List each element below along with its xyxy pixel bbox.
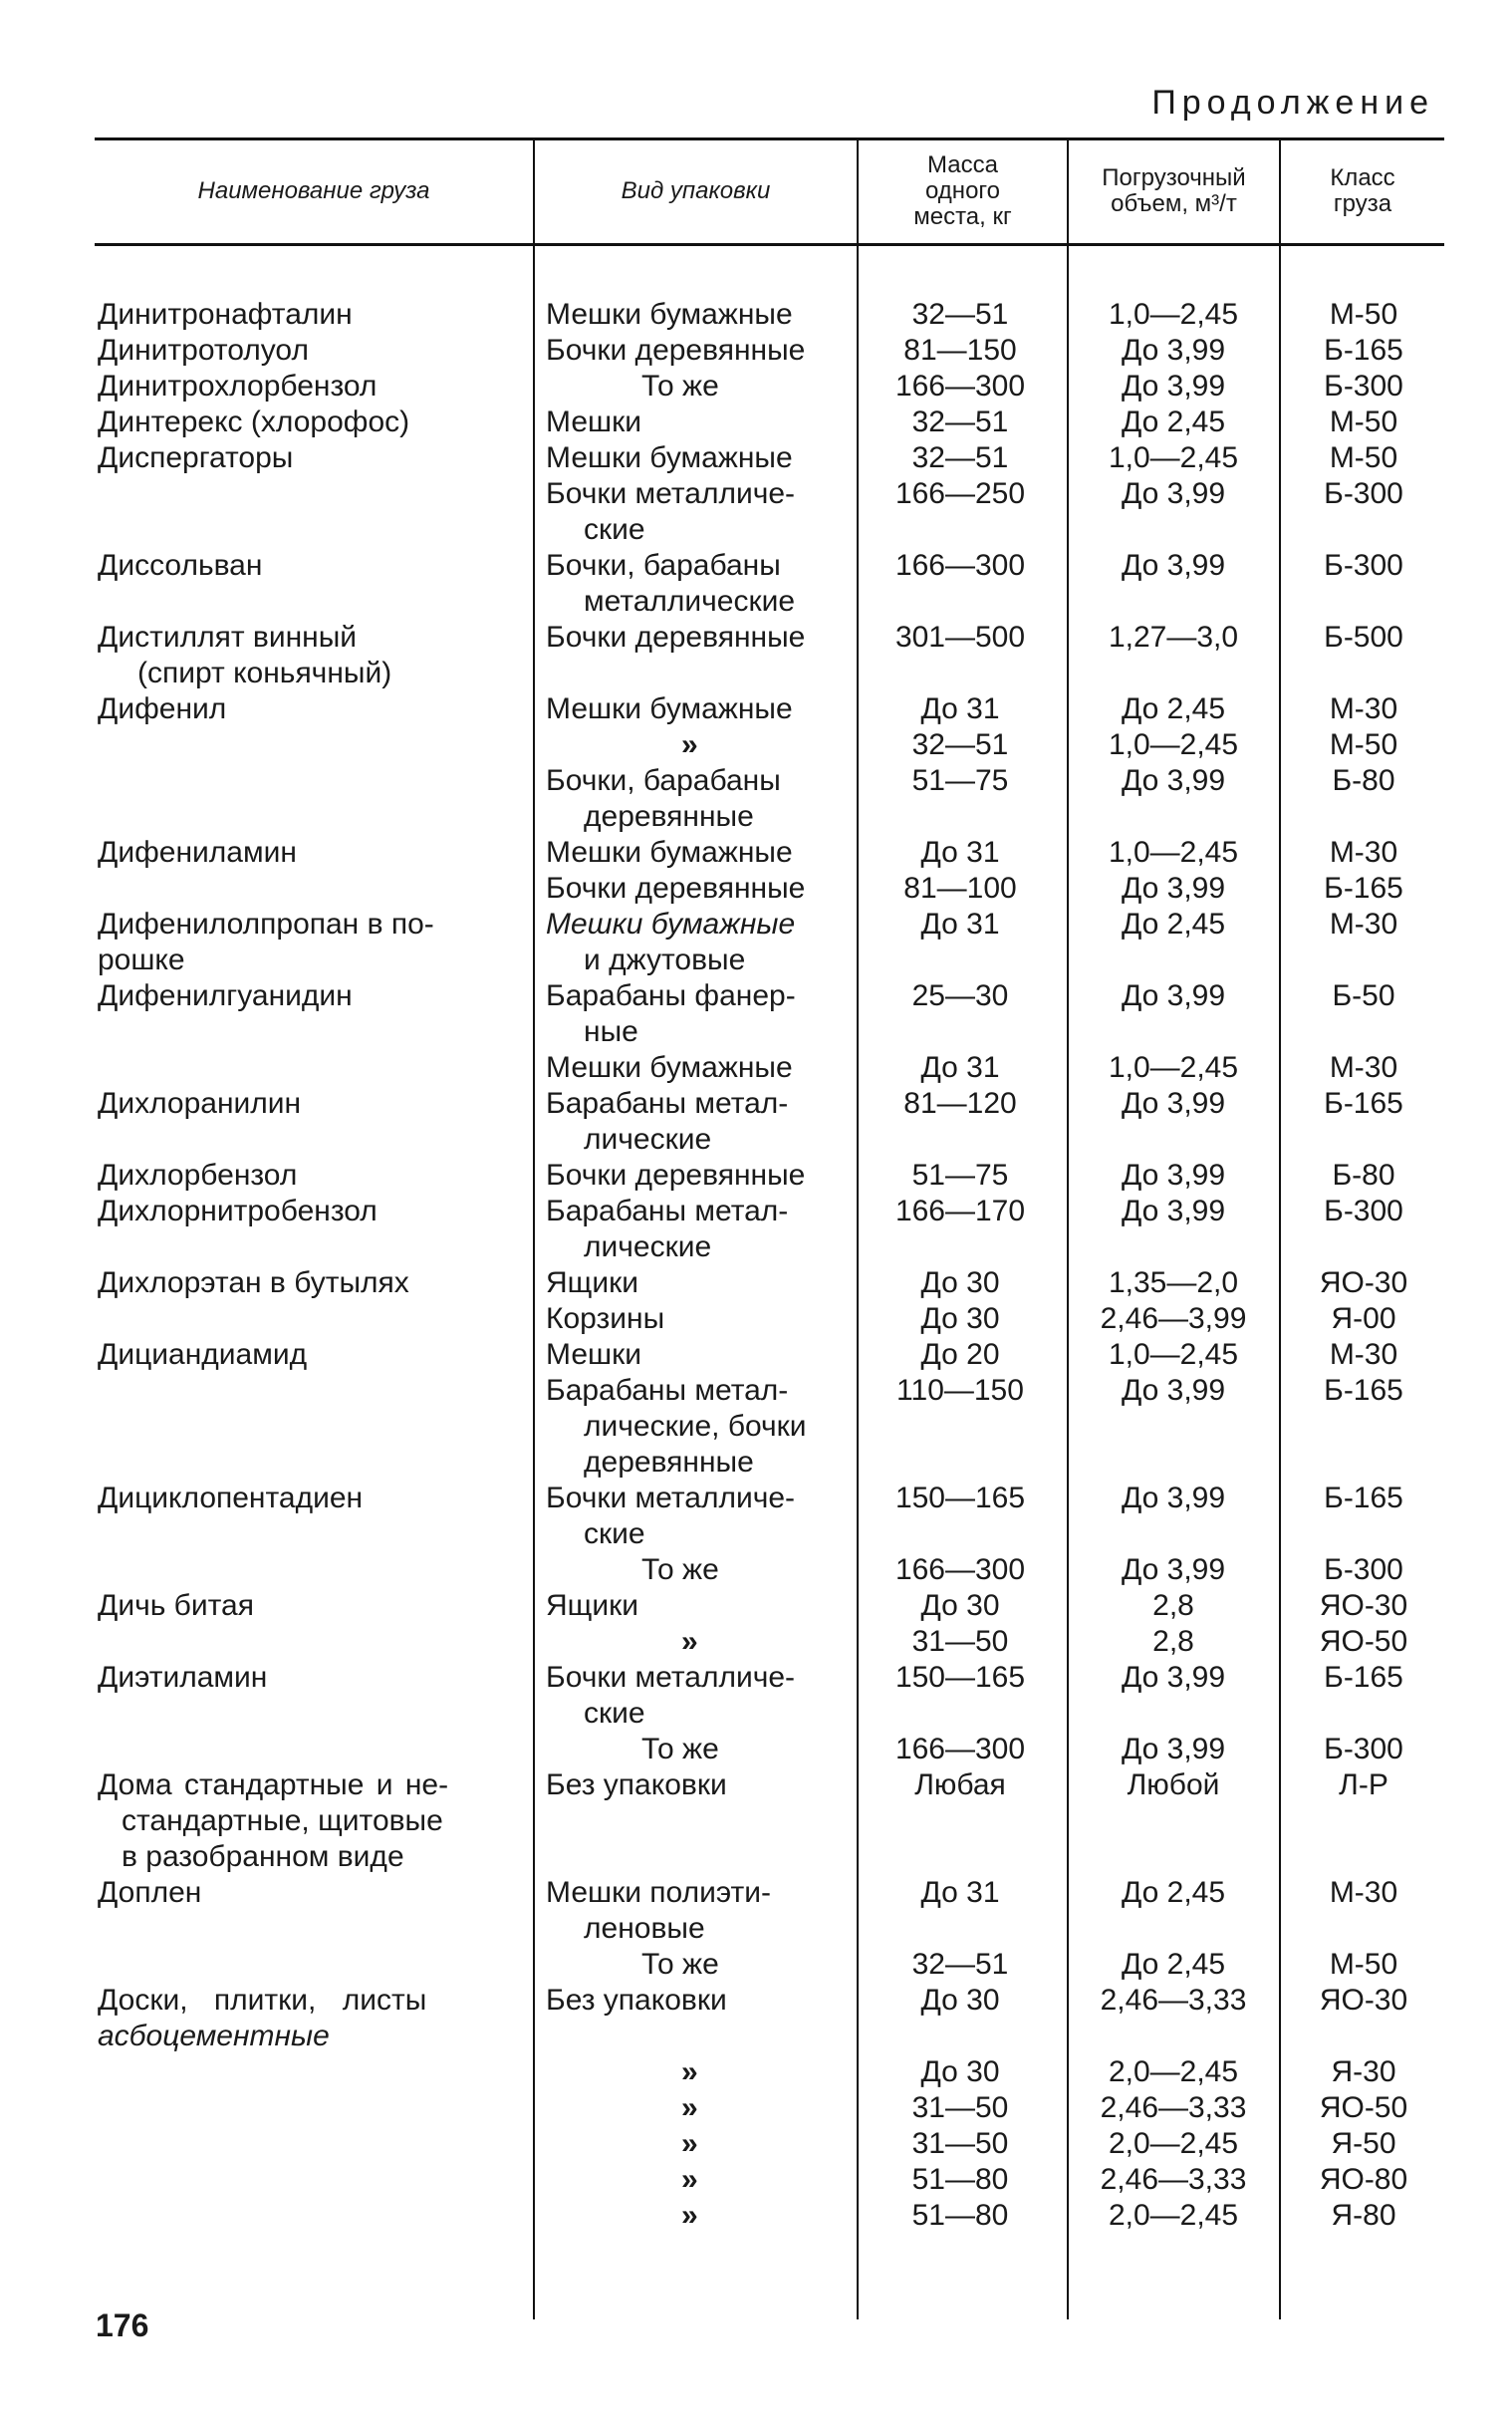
loading-volume: 2,46—3,33 [1100, 2163, 1247, 2196]
packaging-line: ные [584, 1015, 638, 1048]
cargo-name-line: Динтерекс (хлорофос) [98, 406, 410, 438]
packaging-line: То же [641, 370, 719, 403]
packaging [546, 1552, 855, 1588]
cargo-name [98, 978, 516, 1014]
unit-mass: Любая [914, 1768, 1006, 1801]
loading-volume: 2,0—2,45 [1108, 2199, 1239, 2232]
packaging-line: ские [584, 1697, 645, 1730]
cargo-name [98, 1337, 516, 1373]
packaging-line: » [681, 2199, 698, 2232]
packaging-line: Ящики [546, 1589, 638, 1622]
unit-mass: 166—250 [894, 477, 1026, 510]
cargo-class: Я-80 [1331, 2199, 1396, 2232]
cargo-name-line: Дихлорбензол [98, 1159, 298, 1192]
loading-volume: До 2,45 [1121, 908, 1226, 941]
packaging-line: » [681, 2163, 698, 2196]
unit-mass: 51—75 [911, 764, 1009, 797]
packaging [546, 1481, 855, 1552]
cargo-class: ЯО-30 [1319, 1266, 1408, 1299]
unit-mass: 150—165 [894, 1482, 1026, 1514]
packaging-line: Мешки [546, 406, 641, 438]
cargo-name [98, 440, 516, 476]
cargo-name-line: Дистиллят винный [98, 621, 358, 654]
packaging-line: ские [584, 1517, 645, 1550]
packaging-line: леновые [584, 1912, 705, 1945]
cargo-name [98, 1660, 516, 1696]
cargo-class: Б-165 [1324, 1661, 1403, 1694]
unit-mass: 166—300 [894, 1553, 1026, 1586]
packaging [546, 1947, 855, 1983]
cargo-name [98, 1158, 516, 1194]
cargo-class: М-30 [1329, 836, 1398, 869]
cargo-name-line: Динитронафталин [98, 298, 353, 331]
packaging-line: » [681, 2127, 698, 2160]
loading-volume: До 3,99 [1121, 1159, 1226, 1192]
header-name: Наименование груза [197, 177, 430, 204]
loading-volume: 1,0—2,45 [1108, 728, 1239, 761]
packaging-line: » [681, 728, 698, 761]
packaging-line: То же [641, 1948, 719, 1981]
unit-mass: 51—80 [911, 2163, 1009, 2196]
cargo-name [98, 548, 516, 584]
packaging-line: Бочки деревянные [546, 1159, 806, 1192]
unit-mass: До 30 [920, 2055, 1000, 2088]
loading-volume: До 3,99 [1121, 764, 1226, 797]
cargo-class: ЯО-30 [1319, 1589, 1408, 1622]
unit-mass: До 31 [920, 1876, 1000, 1909]
cargo-name-line: Диэтиламин [98, 1661, 268, 1694]
cargo-class: Б-165 [1324, 1087, 1403, 1120]
loading-volume: 2,0—2,45 [1108, 2055, 1239, 2088]
cargo-class: Б-300 [1324, 549, 1403, 582]
cargo-name-line: Дифенилолпропан в по- [98, 908, 434, 941]
unit-mass: До 20 [920, 1338, 1000, 1371]
cargo-name-line: Дичь битая [98, 1589, 254, 1622]
packaging-line: Бочки металличе- [546, 1482, 796, 1514]
packaging-line: Без упаковки [546, 1984, 727, 2017]
cargo-name-line: Дифениламин [98, 836, 297, 869]
unit-mass: До 31 [920, 692, 1000, 725]
cargo-name-line: Дифенилгуанидин [98, 979, 353, 1012]
packaging [546, 1086, 855, 1158]
packaging [546, 297, 855, 333]
packaging-line: Мешки бумажные [546, 298, 793, 331]
loading-volume: Любой [1127, 1768, 1220, 1801]
packaging [546, 620, 855, 656]
loading-volume: До 3,99 [1121, 1087, 1226, 1120]
unit-mass: 166—300 [894, 549, 1026, 582]
unit-mass: 166—300 [894, 1733, 1026, 1765]
unit-mass: До 30 [920, 1984, 1000, 2017]
packaging-line: Корзины [546, 1302, 665, 1335]
cargo-name-line: Дихлорнитробензол [98, 1195, 378, 1227]
cargo-class: М-30 [1329, 1876, 1398, 1909]
cargo-name-line: Доплен [98, 1876, 202, 1909]
unit-mass: 31—50 [911, 2127, 1009, 2160]
cargo-class: Б-300 [1324, 1733, 1403, 1765]
packaging-line: металлические [584, 585, 796, 618]
loading-volume: 1,0—2,45 [1108, 1051, 1239, 1084]
cargo-name [98, 405, 516, 440]
packaging [546, 1767, 855, 1803]
unit-mass: 32—51 [911, 728, 1009, 761]
packaging-line: Мешки бумажные [546, 441, 793, 474]
cargo-name [98, 907, 516, 978]
packaging-line: ские [584, 513, 645, 546]
cargo-name [98, 1767, 516, 1875]
cargo-class: Б-300 [1324, 370, 1403, 403]
cargo-class: Б-165 [1324, 1374, 1403, 1407]
cargo-class: ЯО-80 [1319, 2163, 1408, 2196]
loading-volume: 2,46—3,33 [1100, 1984, 1247, 2017]
unit-mass: 301—500 [894, 621, 1026, 654]
loading-volume: До 3,99 [1121, 334, 1226, 367]
packaging [546, 1624, 855, 1660]
cargo-class: Я-30 [1331, 2055, 1396, 2088]
packaging [546, 369, 855, 405]
packaging [546, 691, 855, 727]
cargo-class: Б-80 [1332, 1159, 1395, 1192]
cargo-name-line: Дифенил [98, 692, 227, 725]
header-class: Класс груза [1330, 164, 1395, 217]
cargo-name-line: асбоцементные [98, 2020, 330, 2052]
cargo-name-line: (спирт коньячный) [137, 657, 392, 689]
packaging-line: Бочки металличе- [546, 1661, 796, 1694]
packaging-line: Бочки, барабаны [546, 764, 781, 797]
cargo-class: Б-165 [1324, 334, 1403, 367]
packaging-line: Мешки полиэти- [546, 1876, 771, 1909]
cargo-class: М-50 [1329, 728, 1398, 761]
packaging-line: лические [584, 1230, 712, 1263]
cargo-name-line: Дома стандартные и не- [98, 1768, 449, 1801]
packaging-line: Бочки, барабаны [546, 549, 781, 582]
packaging-line: Мешки бумажные [546, 908, 796, 941]
packaging-line: Барабаны фанер- [546, 979, 796, 1012]
unit-mass: До 31 [920, 836, 1000, 869]
cargo-name [98, 1588, 516, 1624]
packaging-line: » [681, 1625, 698, 1658]
cargo-class: М-50 [1329, 1948, 1398, 1981]
packaging [546, 2126, 855, 2162]
cargo-class: Л-Р [1339, 1768, 1388, 1801]
cargo-class: Б-50 [1332, 979, 1395, 1012]
loading-volume: До 3,99 [1121, 549, 1226, 582]
packaging-line: Бочки деревянные [546, 621, 806, 654]
loading-volume: До 3,99 [1121, 477, 1226, 510]
continuation-label: Продолжение [1151, 84, 1434, 122]
packaging-line: Мешки бумажные [546, 836, 793, 869]
unit-mass: 32—51 [911, 406, 1009, 438]
unit-mass: До 30 [920, 1302, 1000, 1335]
packaging-line: Без упаковки [546, 1768, 727, 1801]
unit-mass: 110—150 [896, 1374, 1024, 1407]
packaging [546, 476, 855, 548]
unit-mass: 51—75 [911, 1159, 1009, 1192]
loading-volume: До 2,45 [1121, 406, 1226, 438]
packaging-line: деревянные [584, 1446, 754, 1479]
loading-volume: До 3,99 [1121, 1482, 1226, 1514]
loading-volume: 1,0—2,45 [1108, 298, 1239, 331]
cargo-name-line: Дихлоранилин [98, 1087, 302, 1120]
packaging-line: Мешки бумажные [546, 1051, 793, 1084]
cargo-name [98, 620, 516, 691]
packaging-line: Барабаны метал- [546, 1087, 789, 1120]
unit-mass: 166—300 [894, 370, 1026, 403]
unit-mass: 81—100 [903, 872, 1017, 905]
cargo-class: ЯО-50 [1319, 1625, 1408, 1658]
unit-mass: 81—120 [903, 1087, 1017, 1120]
packaging [546, 835, 855, 871]
loading-volume: 2,46—3,33 [1100, 2091, 1247, 2124]
unit-mass: До 30 [920, 1266, 1000, 1299]
loading-volume: До 2,45 [1121, 1948, 1226, 1981]
unit-mass: 51—80 [911, 2199, 1009, 2232]
loading-volume: 1,0—2,45 [1108, 836, 1239, 869]
loading-volume: До 3,99 [1121, 872, 1226, 905]
cargo-class: М-50 [1329, 298, 1398, 331]
cargo-class: Б-500 [1324, 621, 1403, 654]
loading-volume: До 3,99 [1121, 1661, 1226, 1694]
packaging-line: » [681, 2055, 698, 2088]
packaging-line: Барабаны метал- [546, 1195, 789, 1227]
cargo-class: Б-300 [1324, 477, 1403, 510]
cargo-class: М-50 [1329, 441, 1398, 474]
loading-volume: До 2,45 [1121, 692, 1226, 725]
packaging [546, 405, 855, 440]
loading-volume: 2,8 [1152, 1589, 1194, 1622]
packaging [546, 1660, 855, 1732]
cargo-name [98, 1265, 516, 1301]
packaging-line: Барабаны метал- [546, 1374, 789, 1407]
cargo-name-line: Динитрохлорбензол [98, 370, 378, 403]
packaging [546, 2198, 855, 2234]
header-pack: Вид упаковки [621, 177, 771, 204]
cargo-name-line: Диспергаторы [98, 441, 294, 474]
loading-volume: 2,46—3,99 [1100, 1302, 1247, 1335]
cargo-name [98, 691, 516, 727]
packaging [546, 440, 855, 476]
cargo-class: Я-00 [1331, 1302, 1396, 1335]
packaging [546, 1265, 855, 1301]
loading-volume: 2,0—2,45 [1108, 2127, 1239, 2160]
cargo-name [98, 835, 516, 871]
packaging [546, 1373, 855, 1481]
cargo-name [98, 297, 516, 333]
unit-mass: 150—165 [894, 1661, 1026, 1694]
cargo-name-line: в разобранном виде [122, 1840, 404, 1873]
cargo-name [98, 1983, 516, 2054]
cargo-class: Б-80 [1332, 764, 1395, 797]
cargo-class: М-30 [1329, 692, 1398, 725]
cargo-class: М-50 [1329, 406, 1398, 438]
unit-mass: 31—50 [911, 1625, 1009, 1658]
packaging-line: То же [641, 1553, 719, 1586]
packaging [546, 1588, 855, 1624]
cargo-name [98, 1194, 516, 1229]
packaging [546, 907, 855, 978]
cargo-name-line: Дициклопентадиен [98, 1482, 364, 1514]
cargo-class: ЯО-50 [1319, 2091, 1408, 2124]
cargo-name [98, 1875, 516, 1911]
loading-volume: До 3,99 [1121, 1195, 1226, 1227]
packaging [546, 1050, 855, 1086]
loading-volume: До 3,99 [1121, 979, 1226, 1012]
unit-mass: 32—51 [911, 1948, 1009, 1981]
loading-volume: До 3,99 [1121, 370, 1226, 403]
packaging [546, 1194, 855, 1265]
unit-mass: 31—50 [911, 2091, 1009, 2124]
loading-volume: 1,27—3,0 [1108, 621, 1239, 654]
cargo-class: Б-300 [1324, 1553, 1403, 1586]
cargo-name [98, 333, 516, 369]
packaging-line: Мешки [546, 1338, 641, 1371]
packaging [546, 2054, 855, 2090]
cargo-class: Б-300 [1324, 1195, 1403, 1227]
loading-volume: До 3,99 [1121, 1553, 1226, 1586]
packaging-line: лические [584, 1123, 712, 1156]
header-volume: Погрузочный объем, м³/т [1102, 164, 1246, 217]
packaging-line: Мешки бумажные [546, 692, 793, 725]
loading-volume: 1,0—2,45 [1108, 441, 1239, 474]
packaging [546, 1732, 855, 1767]
cargo-name-line: Диссольван [98, 549, 263, 582]
cargo-name [98, 369, 516, 405]
unit-mass: 81—150 [903, 334, 1017, 367]
packaging [546, 1337, 855, 1373]
cargo-name-line: Дициандиамид [98, 1338, 308, 1371]
packaging [546, 978, 855, 1050]
cargo-name-line: Дихлорэтан в бутылях [98, 1266, 409, 1299]
cargo-class: М-30 [1329, 1051, 1398, 1084]
unit-mass: 25—30 [911, 979, 1009, 1012]
loading-volume: До 2,45 [1121, 1876, 1226, 1909]
loading-volume: До 3,99 [1121, 1733, 1226, 1765]
cargo-name [98, 1086, 516, 1122]
packaging-line: Бочки деревянные [546, 334, 806, 367]
packaging-line: » [681, 2091, 698, 2124]
packaging [546, 1983, 855, 2019]
packaging [546, 2162, 855, 2198]
packaging [546, 763, 855, 835]
unit-mass: 32—51 [911, 298, 1009, 331]
cargo-class: ЯО-30 [1319, 1984, 1408, 2017]
cargo-class: Я-50 [1331, 2127, 1396, 2160]
page-number: 176 [96, 2307, 149, 2343]
cargo-name-line: Доски, плитки, листы [98, 1984, 427, 2017]
cargo-name [98, 1481, 516, 1516]
packaging-line: То же [641, 1733, 719, 1765]
unit-mass: До 31 [920, 1051, 1000, 1084]
header-mass: Масса одного места, кг [913, 151, 1012, 230]
packaging [546, 727, 855, 763]
packaging-line: и джутовые [584, 944, 746, 976]
packaging-line: Бочки металличе- [546, 477, 796, 510]
packaging-line: лические, бочки [584, 1410, 807, 1443]
unit-mass: До 31 [920, 908, 1000, 941]
loading-volume: 1,0—2,45 [1108, 1338, 1239, 1371]
loading-volume: До 3,99 [1121, 1374, 1226, 1407]
packaging [546, 1301, 855, 1337]
cargo-name-line: рошке [98, 944, 185, 976]
unit-mass: 166—170 [894, 1195, 1026, 1227]
packaging [546, 1158, 855, 1194]
packaging [546, 871, 855, 907]
packaging [546, 548, 855, 620]
cargo-name-line: стандартные, щитовые [122, 1804, 443, 1837]
packaging [546, 1875, 855, 1947]
packaging-line: Бочки деревянные [546, 872, 806, 905]
cargo-class: М-30 [1329, 1338, 1398, 1371]
cargo-class: М-30 [1329, 908, 1398, 941]
packaging [546, 333, 855, 369]
loading-volume: 1,35—2,0 [1108, 1266, 1239, 1299]
unit-mass: 32—51 [911, 441, 1009, 474]
cargo-class: Б-165 [1324, 872, 1403, 905]
cargo-class: Б-165 [1324, 1482, 1403, 1514]
unit-mass: До 30 [920, 1589, 1000, 1622]
packaging-line: деревянные [584, 800, 754, 833]
cargo-name-line: Динитротолуол [98, 334, 309, 367]
packaging [546, 2090, 855, 2126]
packaging-line: Ящики [546, 1266, 638, 1299]
loading-volume: 2,8 [1152, 1625, 1194, 1658]
